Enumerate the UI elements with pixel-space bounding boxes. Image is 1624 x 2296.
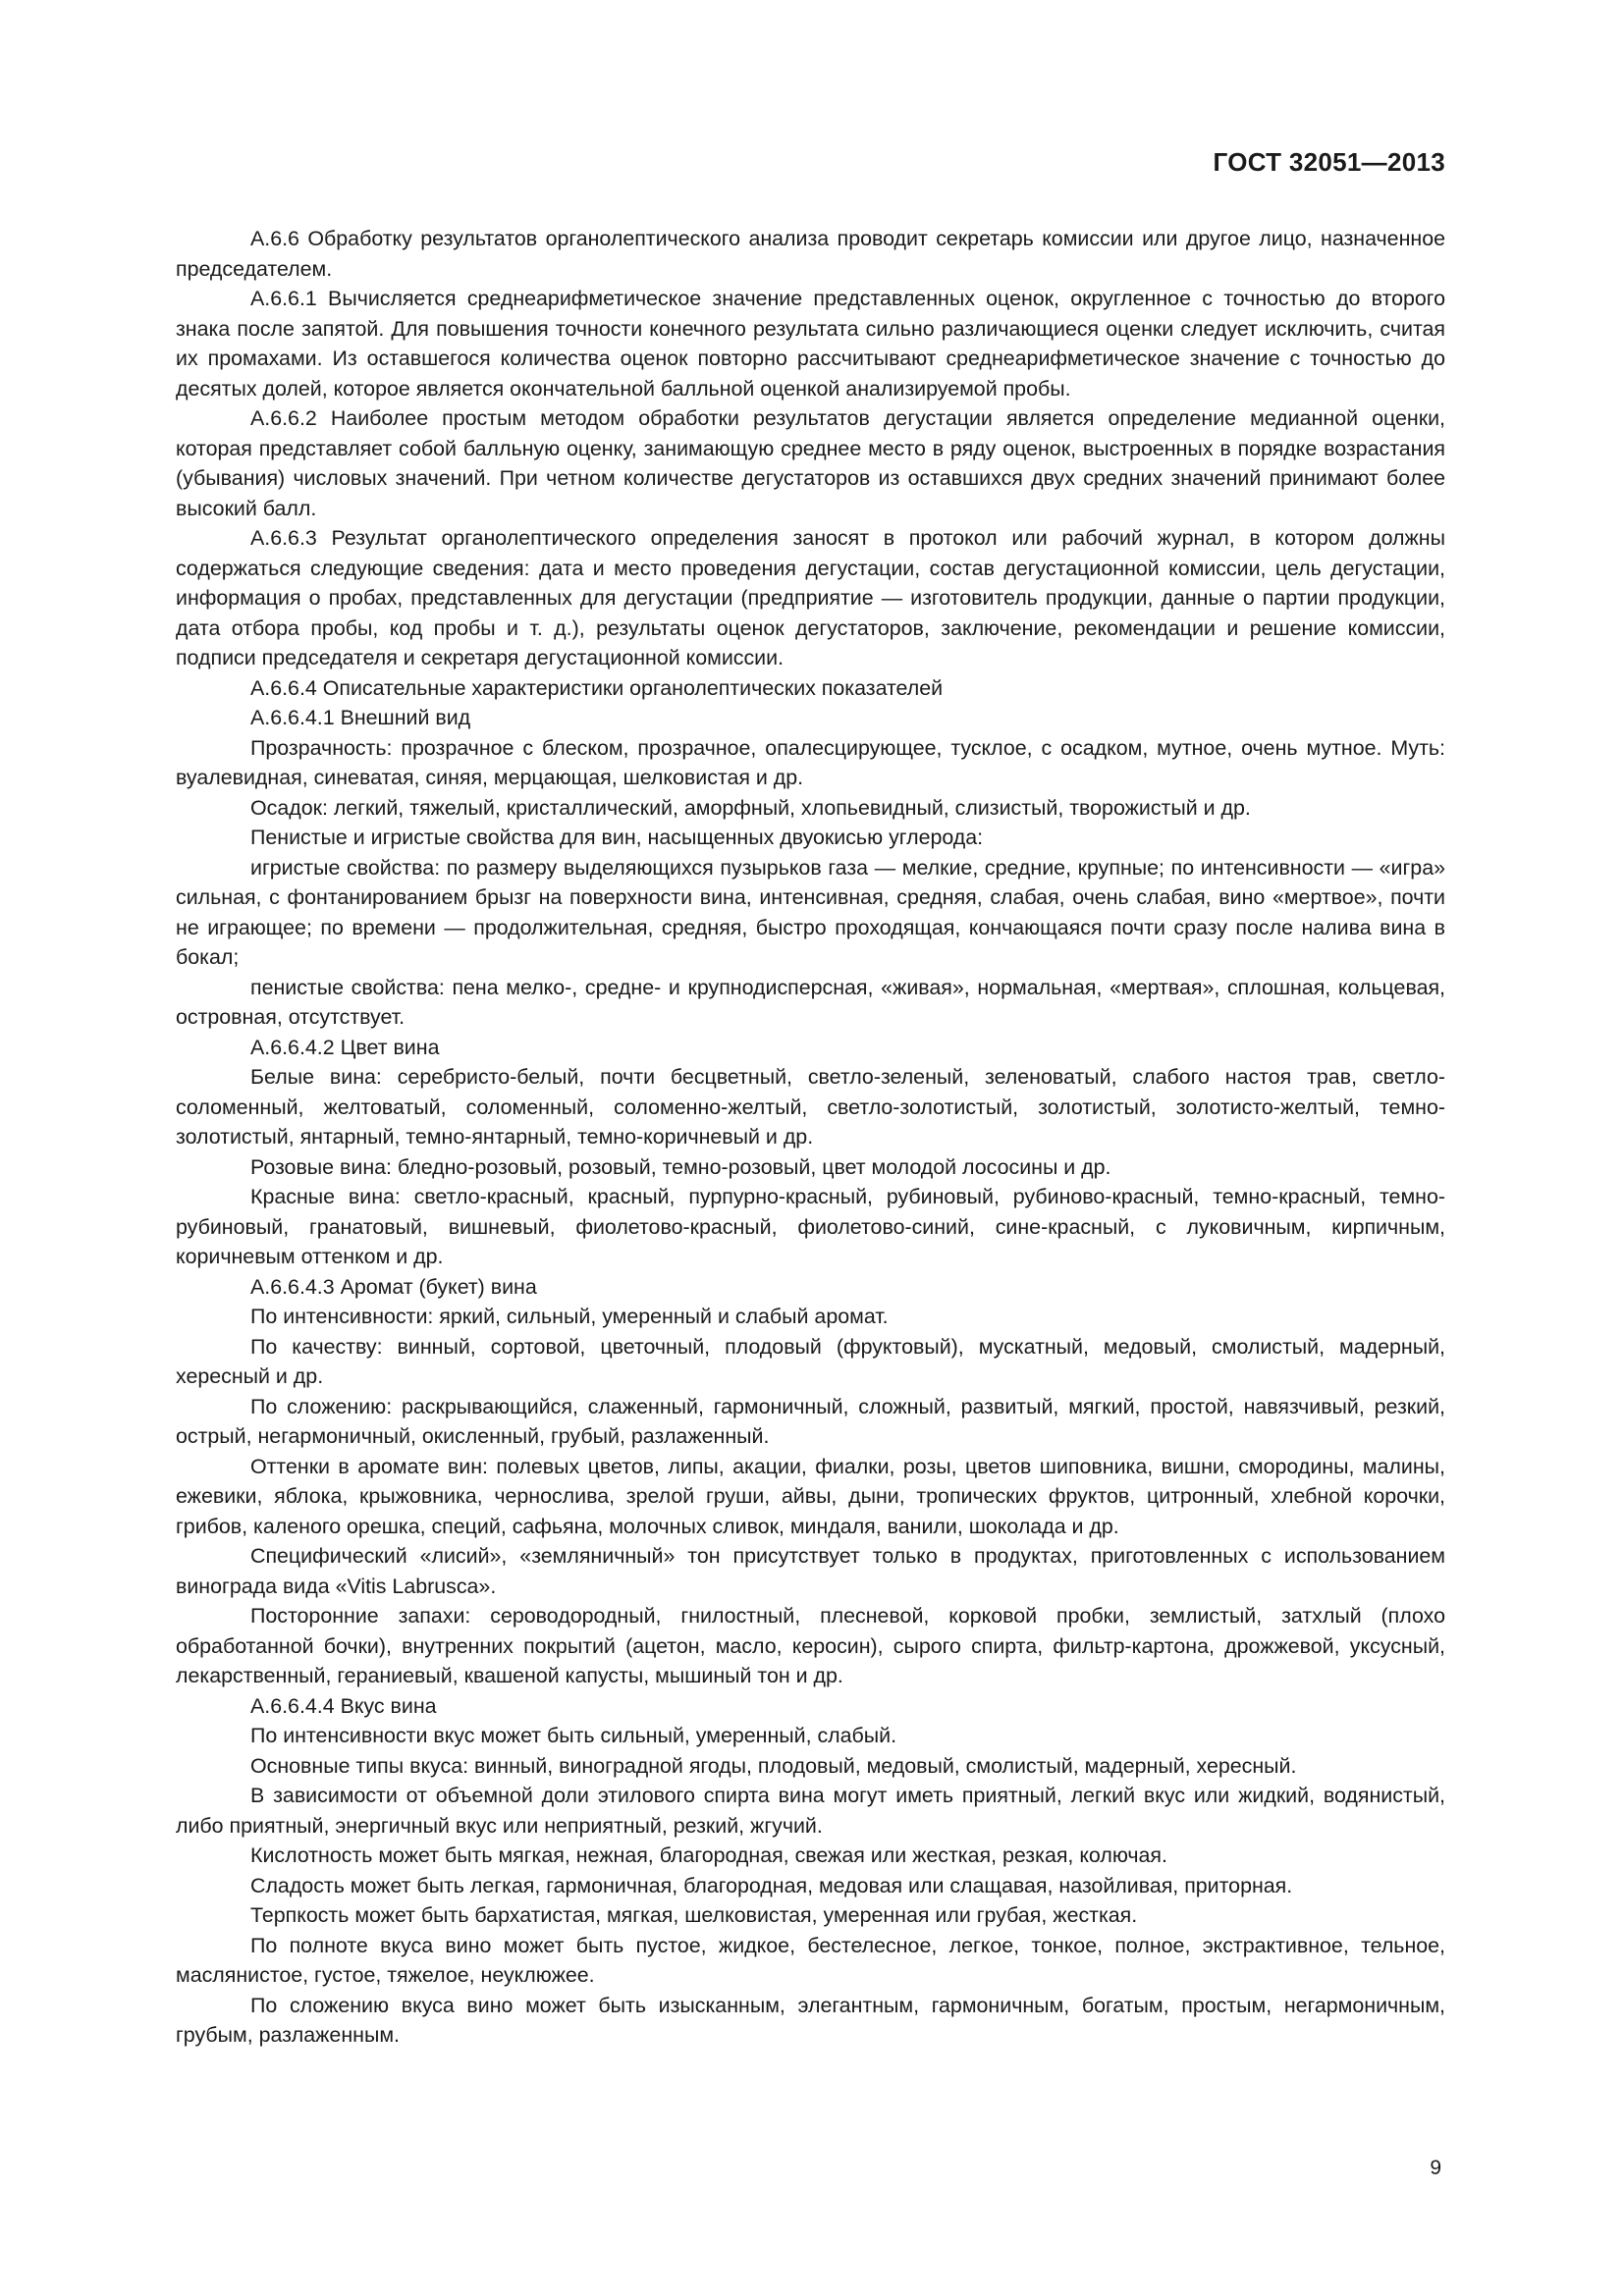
paragraph-aroma-composition: По сложению: раскрывающийся, слаженный, гармоничный, сложный, развитый, мягкий, простой, навязчивый, резкий, острый, негармоничный, окисленный, грубый, разлаженный.	[176, 1394, 1445, 1448]
paragraph-a-6-6-4: А.6.6.4 Описательные характеристики органолептических показателей	[250, 675, 944, 700]
paragraph-sediment: Осадок: легкий, тяжелый, кристаллический, аморфный, хлопьевидный, слизистый, творожистый и др.	[250, 795, 1251, 820]
heading-aroma: А.6.6.4.3 Аромат (букет) вина	[250, 1274, 537, 1299]
paragraph-sweetness: Сладость может быть легкая, гармоничная, благородная, медовая или слащавая, назойливая, приторная.	[250, 1873, 1293, 1897]
paragraph-foreign-odors: Посторонние запахи: сероводородный, гнилостный, плесневой, корковой пробки, землистый, затхлый (плохо обработанной бочки), внутренних покрытий (ацетон, масло, керосин), сырого спирта, фильтр-картона, дрожжевой, уксусный, лекарственный, гераниевый, квашеной капусты, мышиный тон и др.	[176, 1604, 1445, 1687]
paragraph-white-wines: Белые вина: серебристо-белый, почти бесцветный, светло-зеленый, зеленоватый, слабого настоя трав, светло-соломенный, желтоватый, соломенный, соломенно-желтый, светло-золотистый, золотистый, золотисто-желтый, темно-золотистый, янтарный, темно-янтарный, темно-коричневый и др.	[176, 1065, 1445, 1148]
paragraph-a-6-6-1: А.6.6.1 Вычисляется среднеарифметическое значение представленных оценок, округленное с точностью до второго знака после запятой. Для повышения точности конечного результата сильно различающиеся оценки следует исключить, считая их промахами. Из оставшегося количества оценок повторно рассчитывают среднеарифметическое значение с точностью до десятых долей, которое является окончательной балльной оценкой анализируемой пробы.	[176, 287, 1445, 400]
document-body	[176, 224, 1445, 2051]
heading-taste: А.6.6.4.4 Вкус вина	[250, 1693, 437, 1718]
paragraph-a-6-6: А.6.6 Обработку результатов органолептического анализа проводит секретарь комиссии или другое лицо, назначенное председателем.	[176, 227, 1445, 281]
paragraph-a-6-6-2: А.6.6.2 Наиболее простым методом обработки результатов дегустации является определение медианной оценки, которая представляет собой балльную оценку, занимающую среднее место в ряду оценок, выстроенных в порядке возрастания (убывания) числовых значений. При четном количестве дегустаторов из оставшихся двух средних значений принимают более высокий балл.	[176, 406, 1445, 520]
paragraph-taste-composition: По сложению вкуса вино может быть изысканным, элегантным, гармоничным, богатым, простым, негармоничным, грубым, разлаженным.	[176, 1993, 1445, 2047]
paragraph-aroma-quality: По качеству: винный, сортовой, цветочный, плодовый (фруктовый), мускатный, медовый, смолистый, мадерный, хересный и др.	[176, 1334, 1445, 1388]
paragraph-sparkling-properties: игристые свойства: по размеру выделяющихся пузырьков газа — мелкие, средние, крупные; по интенсивности — «игра» сильная, с фонтанированием брызг на поверхности вина, интенсивная, средняя, слабая, очень слабая, вино «мертвое», почти не играющее; по времени — продолжительная, средняя, быстро проходящая, кончающаяся почти сразу после налива вина в бокал;	[176, 855, 1445, 969]
paragraph-aroma-nuances: Оттенки в аромате вин: полевых цветов, липы, акации, фиалки, розы, цветов шиповника, вишни, смородины, малины, ежевики, яблока, крыжовника, чернослива, зрелой груши, айвы, дыни, тропических фруктов, цитронный, хлебной корочки, грибов, каленого орешка, специй, сафьяна, молочных сливок, миндаля, ванили, шоколада и др.	[176, 1454, 1445, 1538]
paragraph-rose-wines: Розовые вина: бледно-розовый, розовый, темно-розовый, цвет молодой лососины и др.	[250, 1154, 1111, 1179]
paragraph-foaming-intro: Пенистые и игристые свойства для вин, насыщенных двуокисью углерода:	[250, 826, 984, 849]
standard-code-header: ГОСТ 32051—2013	[1213, 147, 1445, 177]
paragraph-astringency: Терпкость может быть бархатистая, мягкая, шелковистая, умеренная или грубая, жесткая.	[250, 1903, 1138, 1927]
heading-wine-color: А.6.6.4.2 Цвет вина	[250, 1035, 440, 1059]
paragraph-acidity: Кислотность может быть мягкая, нежная, благородная, свежая или жесткая, резкая, колючая.	[250, 1843, 1167, 1867]
paragraph-foaming-properties: пенистые свойства: пена мелко-, средне- и крупнодисперсная, «живая», нормальная, «мертвая», сплошная, кольцевая, островная, отсутствует.	[176, 975, 1445, 1029]
paragraph-aroma-intensity: По интенсивности: яркий, сильный, умеренный и слабый аромат.	[250, 1305, 889, 1328]
page-number: 9	[1430, 2157, 1441, 2179]
paragraph-alcohol-taste: В зависимости от объемной доли этилового спирта вина могут иметь приятный, легкий вкус или жидкий, водянистый, либо приятный, энергичный вкус или неприятный, резкий, жгучий.	[176, 1784, 1445, 1838]
paragraph-specific-tone: Специфический «лисий», «земляничный» тон присутствует только в продуктах, приготовленных с использованием винограда вида «Vitis Labrusca».	[176, 1544, 1445, 1598]
paragraph-taste-types: Основные типы вкуса: винный, виноградной ягоды, плодовый, медовый, смолистый, мадерный, хересный.	[250, 1753, 1297, 1778]
paragraph-red-wines: Красные вина: светло-красный, красный, пурпурно-красный, рубиновый, рубиново-красный, темно-красный, темно-рубиновый, гранатовый, вишневый, фиолетово-красный, фиолетово-синий, сине-красный, с луковичным, кирпичным, коричневым оттенком и др.	[176, 1185, 1445, 1268]
paragraph-body: По полноте вкуса вино может быть пустое, жидкое, бестелесное, легкое, тонкое, полное, экстрактивное, тельное, маслянистое, густое, тяжелое, неуклюжее.	[176, 1933, 1445, 1987]
paragraph-taste-intensity: По интенсивности вкус может быть сильный, умеренный, слабый.	[250, 1724, 897, 1747]
paragraph-transparency: Прозрачность: прозрачное с блеском, прозрачное, опалесцирующее, тусклое, с осадком, мутное, очень мутное. Муть: вуалевидная, синеватая, синяя, мерцающая, шелковистая и др.	[176, 735, 1445, 789]
heading-appearance: А.6.6.4.1 Внешний вид	[250, 706, 471, 729]
paragraph-a-6-6-3: А.6.6.3 Результат органолептического определения заносят в протокол или рабочий журнал, в котором должны содержаться следующие сведения: дата и место проведения дегустации, состав дегустационной комиссии, цель дегустации, информация о пробах, представленных для дегустации (предприятие — изготовитель продукции, данные о партии продукции, дата отбора пробы, код пробы и т. д.), результаты оценок дегустаторов, заключение, рекомендации и решение комиссии, подписи председателя и секретаря дегустационной комиссии.	[176, 526, 1445, 669]
